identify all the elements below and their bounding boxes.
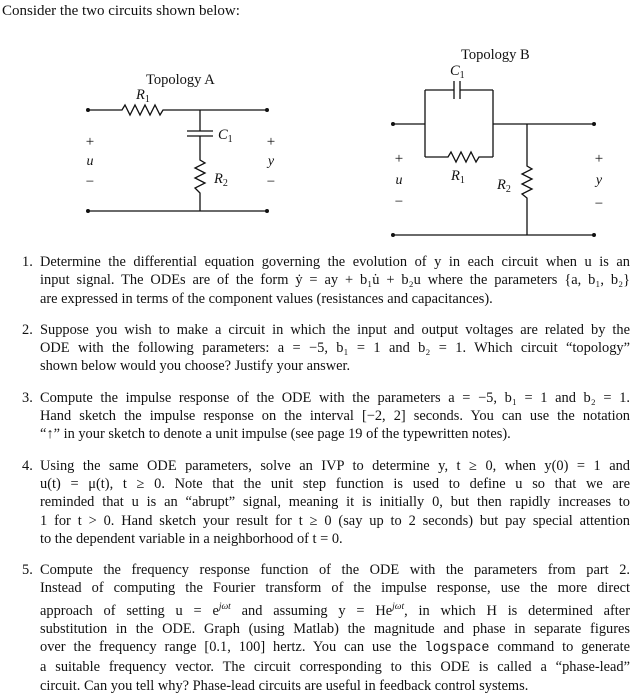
topology-b-r2-label: $R_2$ [497, 177, 511, 195]
question-1 [0, 253, 630, 308]
topology-a-r1-label: $R_1$ [136, 87, 150, 105]
topology-a-title: Topology A [146, 72, 215, 88]
question-number: 4. [22, 457, 33, 474]
topology-a-r2-resistor [195, 136, 205, 211]
question-number: 1. [22, 254, 33, 270]
topology-b-parallel-box [425, 90, 493, 157]
topology-b-input-terminal-bottom [391, 233, 395, 237]
topology-a-output-plus: + [266, 134, 276, 150]
question-line: Compute the impulse response of the ODE with the parameters a = −5, b₁ = 1 and b₂ = 1. [40, 389, 630, 406]
question-line: “↑” in your sketch to denote a unit impulse (see page 19 of the typewritten notes). [40, 426, 511, 443]
question-number: 2. [22, 321, 33, 338]
topology-a-output-var: y [267, 154, 275, 169]
topology-a-c1-label: $C_1$ [218, 127, 233, 145]
topology-a-input-terminal-top [86, 108, 90, 112]
question-line: u(t) = μ(t), t ≥ 0. Note that the unit step function is used to define u so that we are [40, 475, 630, 492]
circuit-diagrams [0, 0, 633, 245]
topology-a-output-minus: − [266, 174, 276, 190]
logspace-code: logspace [424, 641, 490, 657]
question-list [0, 253, 630, 695]
topology-a-output-terminal-top [265, 108, 269, 112]
question-number: 5. [22, 562, 33, 579]
topology-a-input-terminal-bottom [86, 209, 90, 213]
topology-a-input-plus: + [85, 134, 95, 150]
question-line: reminded that u is an “abrupt” signal, meaning it is initially 0, but then rapidly increases to [40, 494, 630, 511]
question-2 [0, 321, 630, 376]
question-line-with-code: over the frequency range [0.1, 100] hertz. You can use the logspace command to generate [40, 639, 630, 657]
question-line: 1 for t > 0. Hand sketch your result for t ≥ 0 (say up to 2 seconds) but pay special attention [40, 512, 630, 529]
topology-a-input-minus: − [85, 174, 95, 190]
topology-b-output-minus: − [594, 196, 604, 212]
topology-b-input-plus: + [394, 151, 404, 167]
topology-b-r2-resistor [522, 124, 532, 235]
topology-b-output-terminal-top [592, 122, 596, 126]
question-line-with-exponent: approach of setting $u = e^{j\omega t}$ and assuming $y = He^{j\omega t}$, in which H is determined after [40, 601, 630, 619]
topology-b-r1-label: $R_1$ [451, 168, 465, 186]
question-line: shown below would you choose? Justify your answer. [40, 358, 351, 375]
question-5 [0, 561, 630, 695]
question-line: are expressed in terms of the component values (resistances and capacitances). [40, 290, 493, 307]
topology-b-input-minus: − [394, 194, 404, 210]
question-line: to the dependent variable in a neighborhood of t = 0. [40, 530, 343, 547]
topology-b-diagram [391, 47, 603, 237]
topology-a-diagram [86, 72, 275, 213]
topology-b-title: Topology B [461, 47, 530, 63]
question-number: 3. [22, 389, 33, 406]
question-line: a suitable frequency vector. The circuit corresponding to this ODE is called a “phase-lead” [40, 659, 630, 676]
question-line: Hand sketch the impulse response on the interval [−2, 2] seconds. You can use the notation [40, 408, 630, 425]
question-line: substitution in the ODE. Graph (using Matlab) the magnitude and phase in separate figures [40, 620, 630, 637]
question-4 [0, 457, 630, 548]
topology-b-c1-label: $C_1$ [450, 63, 465, 81]
topology-a-input-var: u [86, 154, 94, 169]
topology-b-input-terminal-top [391, 122, 395, 126]
intro-text: Consider the two circuits shown below: [2, 3, 240, 19]
topology-b-r1-resistor [425, 152, 493, 162]
question-line: circuit. Can you tell why? Phase-lead circuits are useful in feedback control systems. [40, 677, 529, 694]
question-line: Suppose you wish to make a circuit in which the input and output voltages are related by the [40, 321, 630, 338]
topology-a-output-terminal-bottom [265, 209, 269, 213]
topology-b-input-var: u [395, 173, 403, 188]
topology-a-r1-resistor [88, 105, 267, 115]
question-line: Using the same ODE parameters, solve an IVP to determine y, t ≥ 0, when y(0) = 1 and [40, 457, 630, 474]
topology-b-output-terminal-bottom [592, 233, 596, 237]
question-line: input signal. The ODEs are of the form ẏ = ay + b₁u̇ + b₂u where the parameters {a, b₁, b₂} [40, 272, 630, 289]
question-line: Determine the differential equation governing the evolution of y in each circuit when u is an [40, 254, 630, 270]
topology-a-r2-label: $R_2$ [214, 171, 228, 189]
question-line: Instead of computing the Fourier transform of the impulse response, use the more direct [40, 580, 630, 597]
question-3 [0, 389, 630, 444]
question-line: Compute the frequency response function of the ODE with the parameters from part 2. [40, 562, 630, 579]
topology-b-output-plus: + [594, 151, 604, 167]
topology-b-output-var: y [595, 173, 603, 188]
question-line: ODE with the following parameters: a = −5, b₁ = 1 and b₂ = 1. Which circuit “topology” [40, 340, 630, 357]
